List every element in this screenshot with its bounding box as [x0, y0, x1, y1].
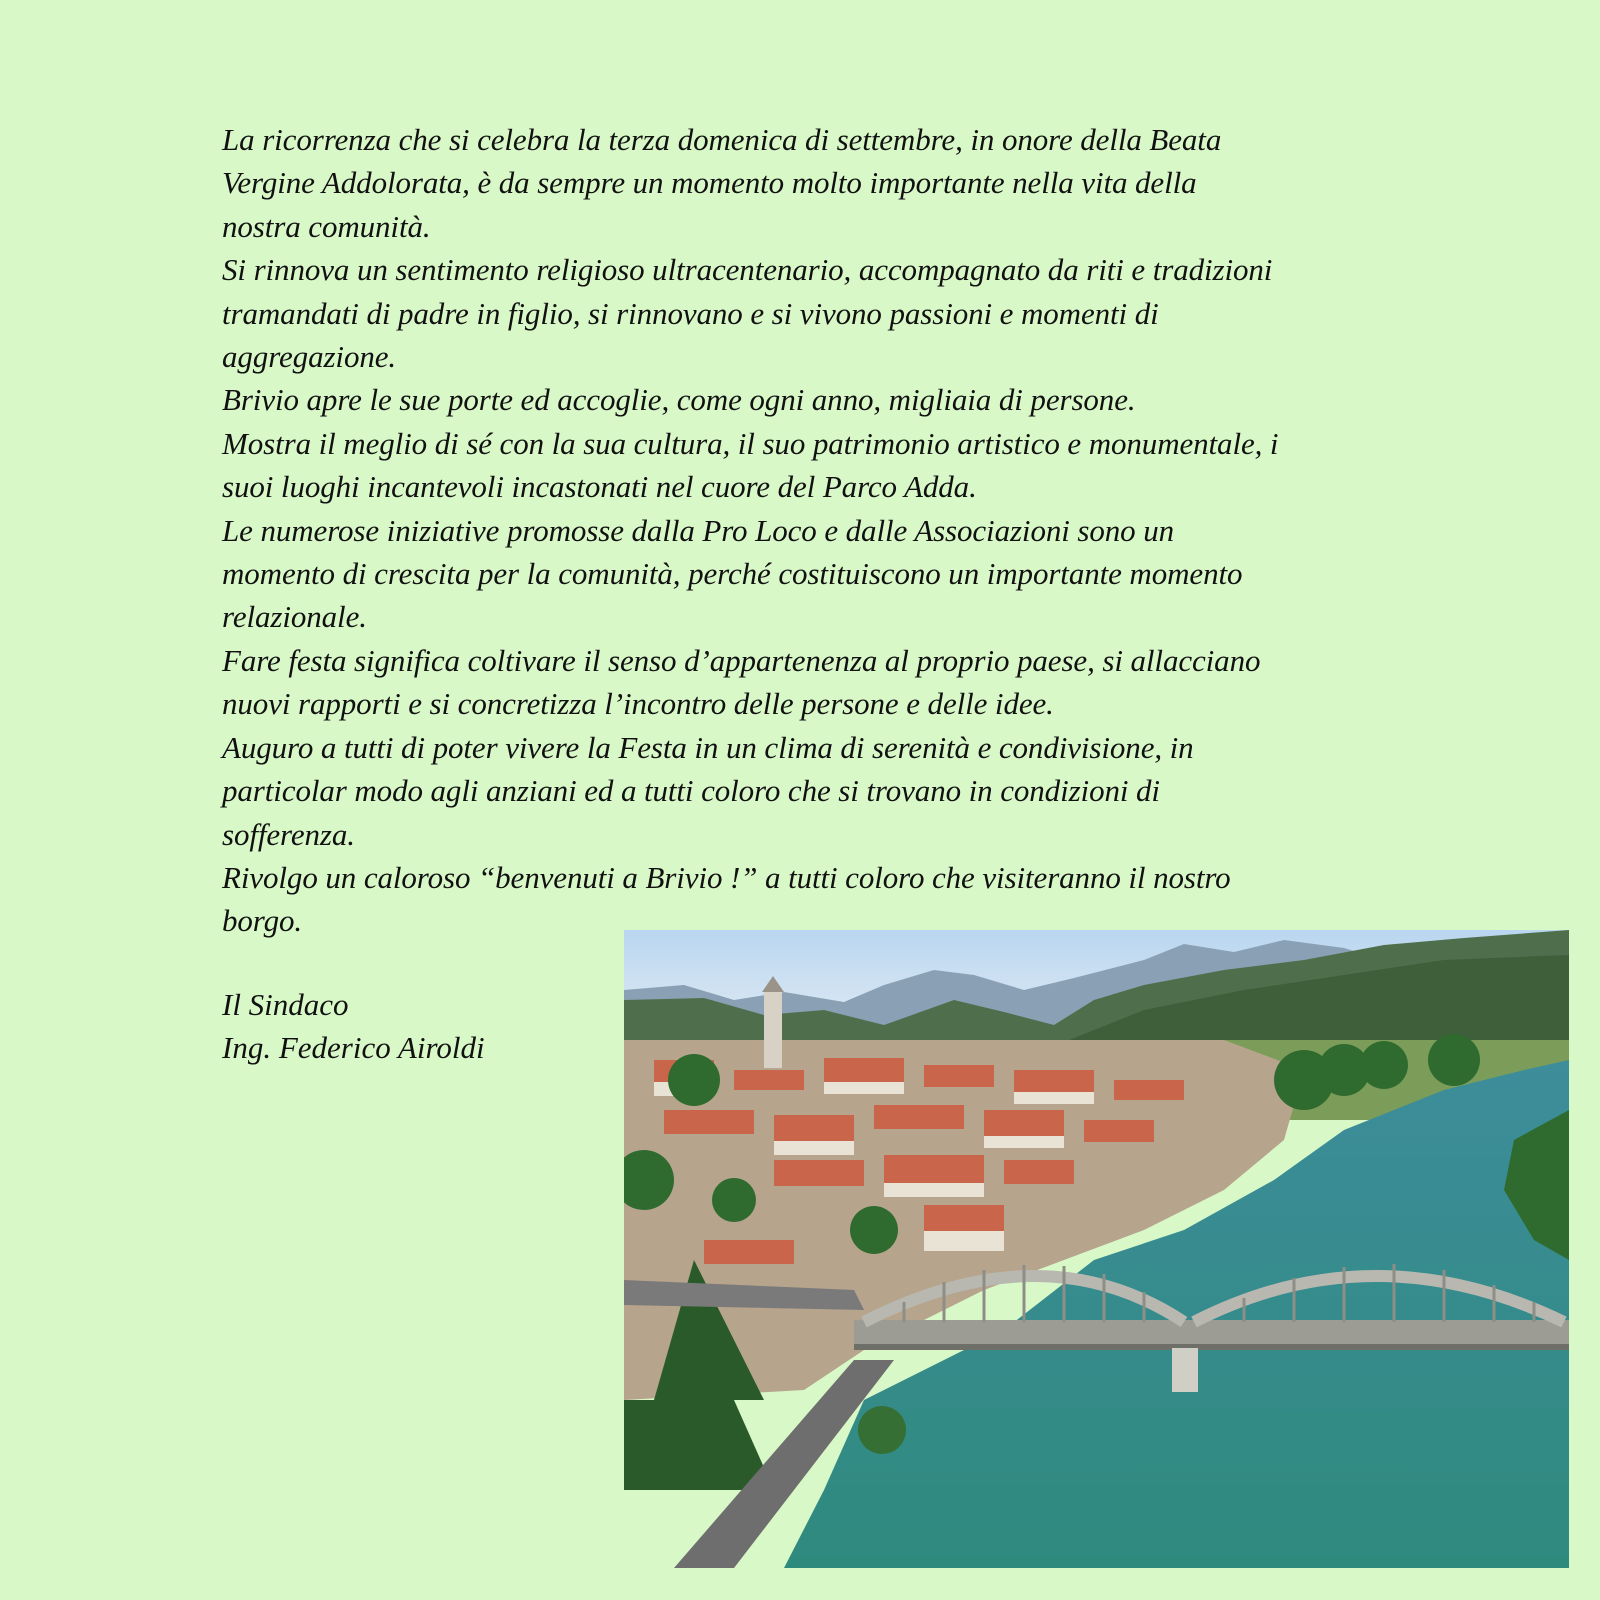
signature — [222, 983, 485, 1070]
letter-body — [222, 118, 1382, 943]
paragraph-6: Fare festa significa coltivare il senso d’appartenenza al proprio paese, si allacciano nuovi rapporti e si concretizza l’incontro delle persone e delle idee. — [222, 642, 1261, 722]
paragraph-7: Auguro a tutti di poter vivere la Festa in un clima di serenità e condivisione, in particolar modo agli anziani ed a tutti coloro che si trovano in condizioni di sofferenza. — [222, 729, 1194, 852]
paragraph-8: Rivolgo un caloroso “benvenuti a Brivio !” a tutti coloro che visiteranno il nostro borgo. — [222, 859, 1231, 939]
paragraph-3: Brivio apre le sue porte ed accoglie, come ogni anno, migliaia di persone. — [222, 382, 1136, 418]
paragraph-4: Mostra il meglio di sé con la sua cultura, il suo patrimonio artistico e monumentale, i suoi luoghi incantevoli incastonati nel cuore del Parco Adda. — [222, 425, 1279, 505]
town-aerial-photo — [624, 930, 1569, 1568]
bell-tower — [764, 990, 782, 1068]
signature-name: Ing. Federico Airoldi — [222, 1030, 485, 1066]
paragraph-2: Si rinnova un sentimento religioso ultracentenario, accompagnato da riti e tradizioni tramandati di padre in figlio, si rinnovano e si vivono passioni e momenti di aggregazione. — [222, 252, 1273, 375]
signature-role: Il Sindaco — [222, 987, 349, 1022]
paragraph-5: Le numerose iniziative promosse dalla Pro Loco e dalle Associazioni sono un momento di crescita per la comunità, perché costituiscono un importante momento relazionale. — [222, 512, 1243, 635]
paragraph-1: La ricorrenza che si celebra la terza domenica di settembre, in onore della Beata Vergine Addolorata, è da sempre un momento molto importante nella vita della nostra comunità. — [222, 122, 1222, 244]
